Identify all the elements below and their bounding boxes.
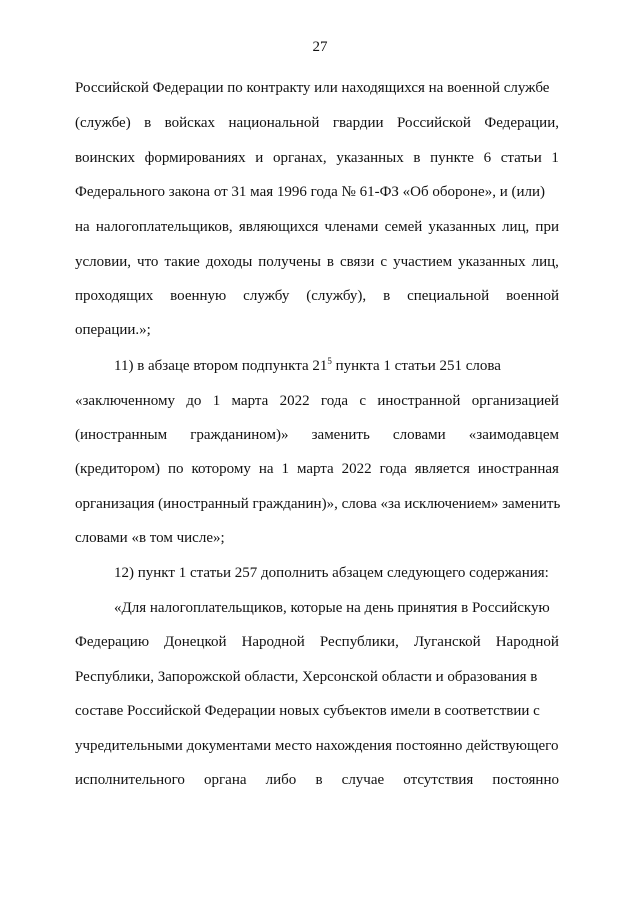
- page-number: 27: [312, 39, 328, 55]
- word: организация (иностранный гражданин)», слова «за исключением» заменить: [75, 496, 561, 512]
- word: в: [413, 150, 421, 166]
- word: органах,: [272, 150, 327, 166]
- word: Российской: [397, 115, 471, 131]
- word: военной: [506, 288, 559, 304]
- word: постоянно: [492, 772, 559, 788]
- text-line: [75, 667, 559, 687]
- word: 1: [212, 393, 221, 409]
- word: отсутствия: [403, 772, 474, 788]
- word: гвардии: [332, 115, 384, 131]
- word: являющихся: [238, 219, 319, 235]
- word: Федерации,: [484, 115, 559, 131]
- word: при: [535, 219, 559, 235]
- word: Луганской: [413, 634, 481, 650]
- word: указанных: [458, 254, 526, 270]
- superscript: 5: [327, 356, 332, 366]
- text-line: [75, 528, 559, 548]
- word: учредительными документами место нахождения постоянно действующего: [75, 738, 559, 754]
- word: с: [380, 254, 388, 270]
- word: связи: [340, 254, 375, 270]
- word: случае: [341, 772, 385, 788]
- text-line: [75, 736, 559, 756]
- word: по: [167, 461, 184, 477]
- word: (службе): [75, 115, 131, 131]
- word: такие: [164, 254, 200, 270]
- word: года: [320, 393, 349, 409]
- word: участием: [393, 254, 453, 270]
- word: в: [315, 772, 323, 788]
- word: «заключенному: [75, 393, 175, 409]
- word: (кредитором): [75, 461, 160, 477]
- word: в: [383, 288, 391, 304]
- word: иностранная: [477, 461, 559, 477]
- word: получены: [258, 254, 321, 270]
- word: 2022: [341, 461, 372, 477]
- word: либо: [265, 772, 297, 788]
- item-11-first-line: [114, 356, 559, 376]
- word: проходящих: [75, 288, 154, 304]
- item-11-text-before: 11) в абзаце втором подпункта 21: [114, 358, 328, 374]
- text-line: [75, 320, 559, 340]
- word: словами: [392, 427, 446, 443]
- word: доходы: [205, 254, 253, 270]
- word: на: [75, 219, 90, 235]
- word: условии,: [75, 254, 132, 270]
- word: статьи: [500, 150, 542, 166]
- word: (службу),: [306, 288, 367, 304]
- word: лиц,: [531, 254, 559, 270]
- text-line: [75, 632, 559, 652]
- word: составе Российской Федерации новых субъектов имели в соответствии с: [75, 703, 540, 719]
- text-line: [75, 494, 559, 514]
- text-line: [75, 182, 559, 202]
- word: является: [414, 461, 470, 477]
- word: года: [379, 461, 407, 477]
- word: иностранной: [377, 393, 461, 409]
- word: марта: [231, 393, 269, 409]
- word: в: [326, 254, 334, 270]
- item-12-line: [114, 563, 559, 583]
- text-line: [75, 701, 559, 721]
- text-line: [75, 770, 559, 790]
- word: марта: [296, 461, 334, 477]
- word: (иностранным: [75, 427, 168, 443]
- word: национальной: [228, 115, 320, 131]
- word: и: [255, 150, 264, 166]
- word: Федерацию: [75, 634, 150, 650]
- word: Республики, Запорожской области, Херсонской области и образования в: [75, 669, 538, 685]
- text-line: [75, 252, 559, 272]
- word: воинских: [75, 150, 136, 166]
- word: 2022: [279, 393, 310, 409]
- text-line: [75, 78, 559, 98]
- word: что: [137, 254, 159, 270]
- word: специальной: [407, 288, 490, 304]
- word: указанных: [336, 150, 404, 166]
- word: военную: [170, 288, 227, 304]
- word: «Для налогоплательщиков, которые на день принятия в Российскую: [114, 600, 550, 616]
- word: на: [258, 461, 274, 477]
- word: членами: [324, 219, 379, 235]
- word: Народной: [495, 634, 559, 650]
- text-line: [75, 286, 559, 306]
- word: операции.»;: [75, 322, 151, 338]
- text-line: [75, 113, 559, 133]
- word: Федерального закона от 31 мая 1996 года № 61-ФЗ «Об обороне», и (или): [75, 184, 546, 200]
- word: исполнительного: [75, 772, 185, 788]
- text-line: [75, 425, 559, 445]
- word: 1: [281, 461, 289, 477]
- word: службу: [243, 288, 290, 304]
- text-line: [75, 217, 559, 237]
- word: пункте: [430, 150, 474, 166]
- word: в: [144, 115, 152, 131]
- word: «заимодавцем: [468, 427, 559, 443]
- word: формированиях: [144, 150, 246, 166]
- word: с: [359, 393, 367, 409]
- word: до: [186, 393, 202, 409]
- word: лиц,: [501, 219, 530, 235]
- word: 1: [551, 150, 559, 166]
- text-line: [75, 391, 559, 411]
- word: войсках: [164, 115, 216, 131]
- word: налогоплательщиков,: [95, 219, 233, 235]
- word: словами «в том числе»;: [75, 530, 225, 546]
- text-line: [75, 459, 559, 479]
- word: Донецкой: [164, 634, 227, 650]
- item-11-text-after: пункта 1 статьи 251 слова: [331, 358, 501, 374]
- word: Российской Федерации по контракту или находящихся на военной службе: [75, 80, 550, 96]
- word: 12) пункт 1 статьи 257 дополнить абзацем следующего содержания:: [114, 565, 549, 581]
- word: указанных: [428, 219, 496, 235]
- text-line: [114, 598, 559, 618]
- word: 6: [483, 150, 492, 166]
- word: Народной: [241, 634, 305, 650]
- word: организацией: [471, 393, 559, 409]
- word: заменить: [311, 427, 370, 443]
- word: гражданином)»: [190, 427, 289, 443]
- word: Республики,: [319, 634, 399, 650]
- text-line: [75, 148, 559, 168]
- word: семей: [384, 219, 423, 235]
- word: которому: [191, 461, 251, 477]
- word: органа: [204, 772, 247, 788]
